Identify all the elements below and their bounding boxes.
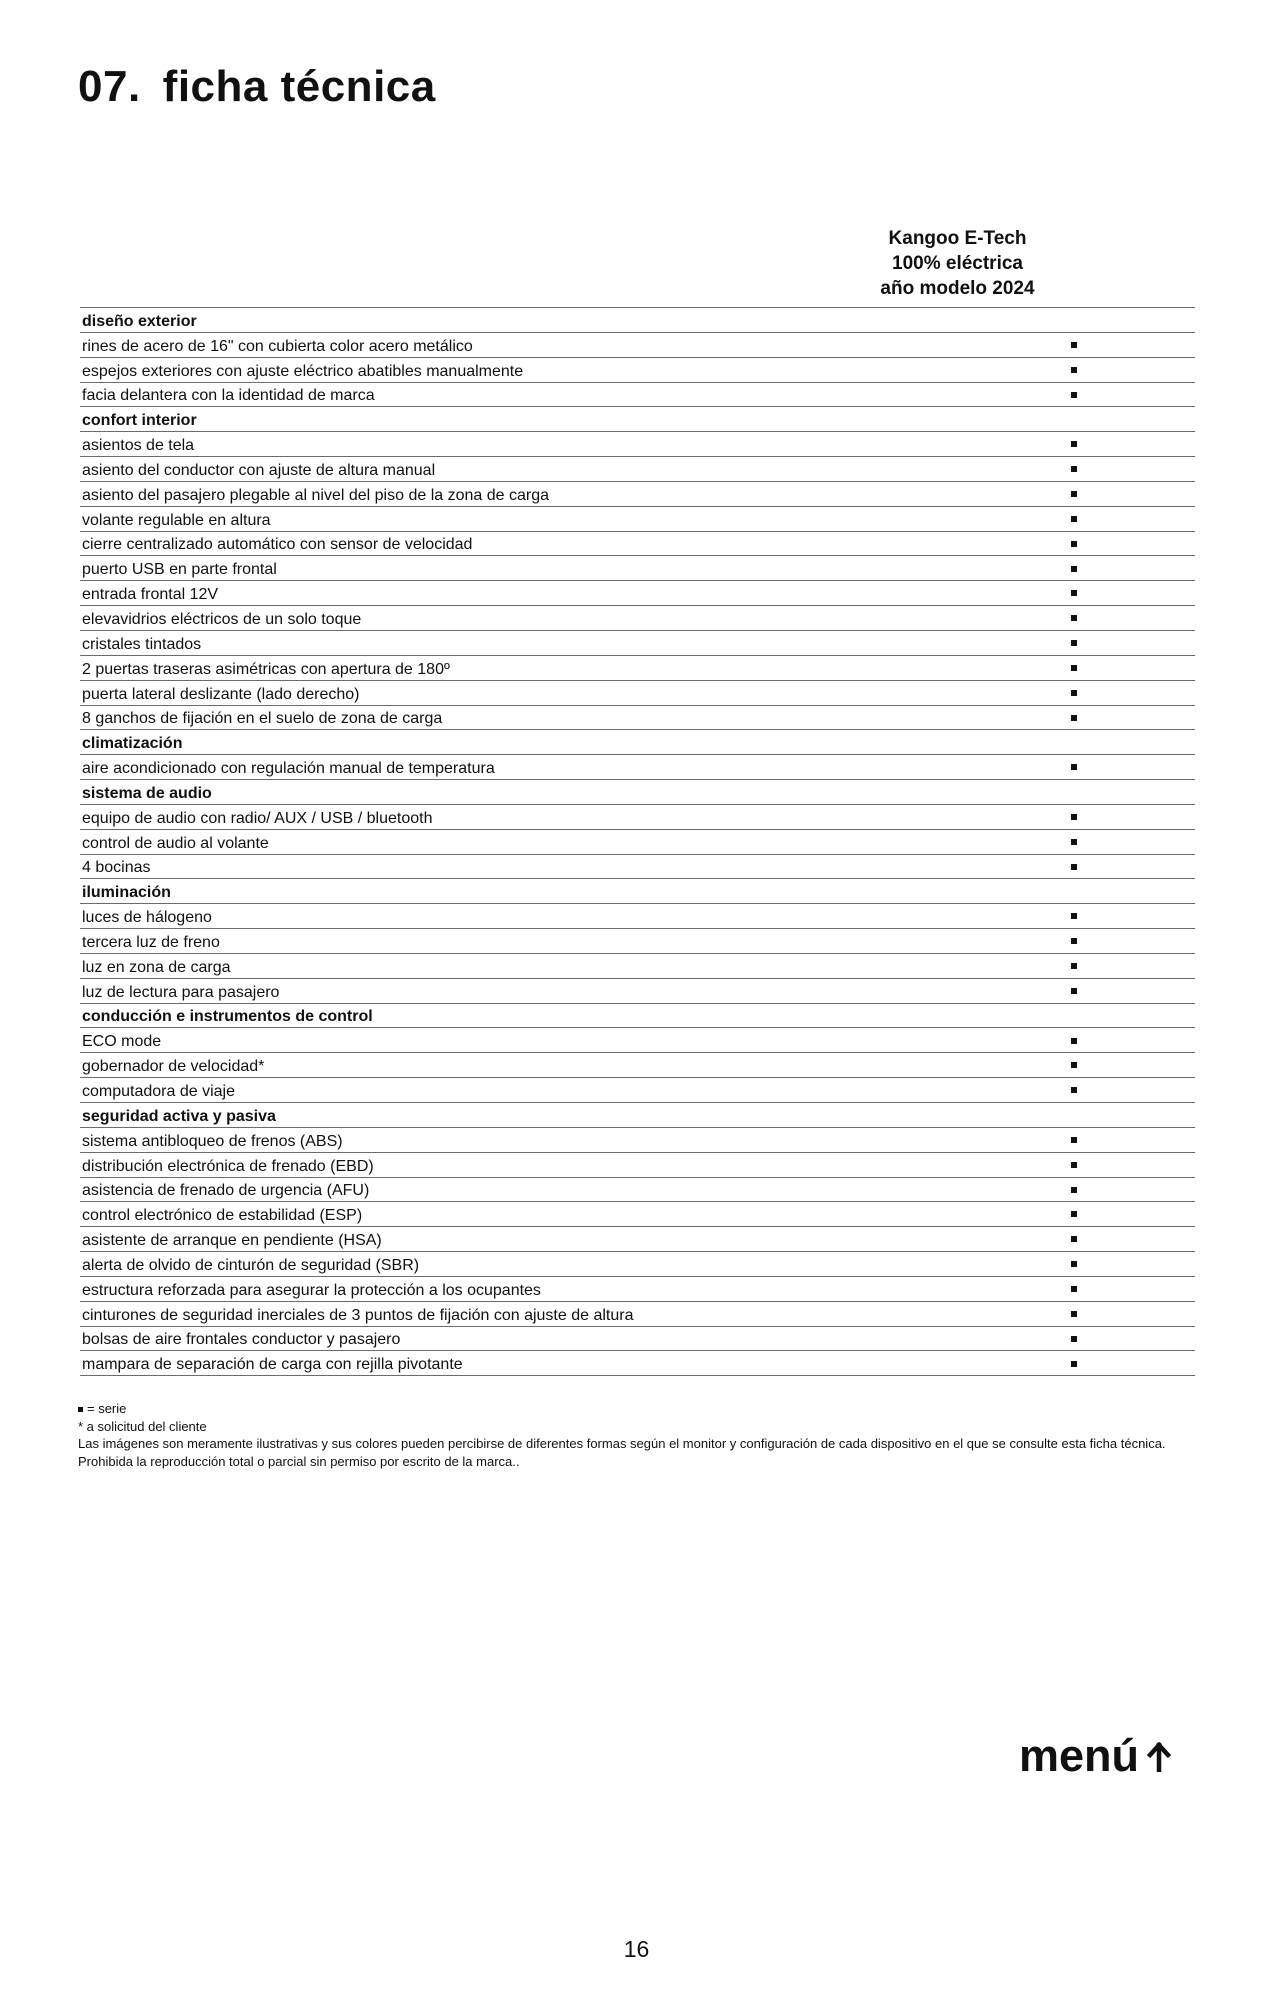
standard-square-icon bbox=[1071, 1336, 1077, 1342]
table-row bbox=[80, 531, 1195, 556]
standard-square-icon bbox=[1071, 1062, 1077, 1068]
feature-label: distribución electrónica de frenado (EBD) bbox=[80, 1152, 952, 1177]
availability-cell bbox=[952, 531, 1195, 556]
feature-label: bolsas de aire frontales conductor y pasajero bbox=[80, 1326, 952, 1351]
table-row bbox=[80, 829, 1195, 854]
standard-square-icon bbox=[1071, 665, 1077, 671]
table-row bbox=[80, 1252, 1195, 1277]
feature-label: aire acondicionado con regulación manual de temperatura bbox=[80, 755, 952, 780]
feature-label: asiento del pasajero plegable al nivel del piso de la zona de carga bbox=[80, 481, 952, 506]
table-row bbox=[80, 1053, 1195, 1078]
feature-label: estructura reforzada para asegurar la protección a los ocupantes bbox=[80, 1276, 952, 1301]
table-row bbox=[80, 705, 1195, 730]
column-header-variant: 100% eléctrica bbox=[892, 253, 1023, 274]
table-row bbox=[80, 606, 1195, 631]
feature-label: alerta de olvido de cinturón de seguridad (SBR) bbox=[80, 1252, 952, 1277]
availability-cell bbox=[952, 432, 1195, 457]
standard-square-icon bbox=[1071, 864, 1077, 870]
availability-cell bbox=[952, 730, 1195, 755]
standard-square-icon bbox=[1071, 913, 1077, 919]
table-row bbox=[80, 854, 1195, 879]
feature-label: gobernador de velocidad* bbox=[80, 1053, 952, 1078]
column-header-year: año modelo 2024 bbox=[880, 278, 1035, 299]
feature-label: asistente de arranque en pendiente (HSA) bbox=[80, 1227, 952, 1252]
table-row bbox=[80, 432, 1195, 457]
disclaimer: Las imágenes son meramente ilustrativas y sus colores pueden percibirse de diferentes formas según el monitor y configuración de cada dispositivo en el que se consulte esta ficha técnica. Prohibida la reproducción total o parcial sin permiso por escrito de la marca.. bbox=[78, 1436, 1166, 1469]
standard-square-icon bbox=[1071, 963, 1077, 969]
standard-square-icon bbox=[1071, 590, 1077, 596]
section-heading: climatización bbox=[80, 730, 952, 755]
availability-cell bbox=[952, 506, 1195, 531]
availability-cell bbox=[952, 481, 1195, 506]
table-row bbox=[80, 953, 1195, 978]
availability-cell bbox=[952, 606, 1195, 631]
availability-cell bbox=[952, 407, 1195, 432]
standard-square-icon bbox=[1071, 715, 1077, 721]
feature-label: elevavidrios eléctricos de un solo toque bbox=[80, 606, 952, 631]
standard-square-icon bbox=[1071, 1261, 1077, 1267]
menu-label: menú bbox=[1019, 1730, 1140, 1781]
table-row bbox=[80, 1301, 1195, 1326]
feature-label: equipo de audio con radio/ AUX / USB / bluetooth bbox=[80, 804, 952, 829]
feature-label: computadora de viaje bbox=[80, 1078, 952, 1103]
availability-cell bbox=[952, 382, 1195, 407]
table-row bbox=[80, 382, 1195, 407]
feature-label: luces de hálogeno bbox=[80, 904, 952, 929]
availability-cell bbox=[952, 705, 1195, 730]
section-row bbox=[80, 730, 1195, 755]
availability-cell bbox=[952, 929, 1195, 954]
availability-cell bbox=[952, 1053, 1195, 1078]
table-row bbox=[80, 1351, 1195, 1376]
feature-label: puerta lateral deslizante (lado derecho) bbox=[80, 680, 952, 705]
section-heading: diseño exterior bbox=[80, 308, 952, 333]
section-row bbox=[80, 1103, 1195, 1128]
table-row bbox=[80, 1127, 1195, 1152]
section-heading: iluminación bbox=[80, 879, 952, 904]
table-row bbox=[80, 332, 1195, 357]
availability-cell bbox=[952, 680, 1195, 705]
standard-square-icon bbox=[78, 1407, 83, 1412]
standard-square-icon bbox=[1071, 466, 1077, 472]
table-row bbox=[80, 581, 1195, 606]
availability-cell bbox=[952, 1326, 1195, 1351]
section-row bbox=[80, 879, 1195, 904]
feature-label: cinturones de seguridad inerciales de 3 puntos de fijación con ajuste de altura bbox=[80, 1301, 952, 1326]
standard-square-icon bbox=[1071, 1236, 1077, 1242]
section-title: ficha técnica bbox=[162, 62, 436, 111]
table-row bbox=[80, 1276, 1195, 1301]
section-heading: sistema de audio bbox=[80, 780, 952, 805]
availability-cell bbox=[952, 1152, 1195, 1177]
availability-cell bbox=[952, 780, 1195, 805]
feature-label: asistencia de frenado de urgencia (AFU) bbox=[80, 1177, 952, 1202]
feature-label: asientos de tela bbox=[80, 432, 952, 457]
standard-square-icon bbox=[1071, 1211, 1077, 1217]
column-header-model: Kangoo E-Tech bbox=[888, 228, 1027, 249]
table-row bbox=[80, 1078, 1195, 1103]
standard-square-icon bbox=[1071, 938, 1077, 944]
availability-cell bbox=[952, 755, 1195, 780]
feature-label: rines de acero de 16" con cubierta color acero metálico bbox=[80, 332, 952, 357]
table-row bbox=[80, 929, 1195, 954]
feature-label: 2 puertas traseras asimétricas con apertura de 180º bbox=[80, 655, 952, 680]
standard-square-icon bbox=[1071, 814, 1077, 820]
availability-cell bbox=[952, 1003, 1195, 1028]
feature-label: facia delantera con la identidad de marca bbox=[80, 382, 952, 407]
availability-cell bbox=[952, 556, 1195, 581]
availability-cell bbox=[952, 308, 1195, 333]
availability-cell bbox=[952, 978, 1195, 1003]
table-row bbox=[80, 630, 1195, 655]
standard-square-icon bbox=[1071, 839, 1077, 845]
availability-cell bbox=[952, 357, 1195, 382]
feature-label: ECO mode bbox=[80, 1028, 952, 1053]
availability-cell bbox=[952, 904, 1195, 929]
feature-label: puerto USB en parte frontal bbox=[80, 556, 952, 581]
table-row bbox=[80, 1202, 1195, 1227]
availability-cell bbox=[952, 1078, 1195, 1103]
legend-serie-text: = serie bbox=[87, 1401, 127, 1416]
feature-label: mampara de separación de carga con rejilla pivotante bbox=[80, 1351, 952, 1376]
standard-square-icon bbox=[1071, 1038, 1077, 1044]
availability-cell bbox=[952, 1177, 1195, 1202]
standard-square-icon bbox=[1071, 1286, 1077, 1292]
feature-label: tercera luz de freno bbox=[80, 929, 952, 954]
standard-square-icon bbox=[1071, 1311, 1077, 1317]
availability-cell bbox=[952, 1103, 1195, 1128]
availability-cell bbox=[952, 1301, 1195, 1326]
standard-square-icon bbox=[1071, 1187, 1077, 1193]
feature-label: volante regulable en altura bbox=[80, 506, 952, 531]
standard-square-icon bbox=[1071, 1361, 1077, 1367]
feature-label: cristales tintados bbox=[80, 630, 952, 655]
availability-cell bbox=[952, 1252, 1195, 1277]
table-row bbox=[80, 457, 1195, 482]
availability-cell bbox=[952, 332, 1195, 357]
standard-square-icon bbox=[1071, 615, 1077, 621]
standard-square-icon bbox=[1071, 516, 1077, 522]
feature-label: cierre centralizado automático con sensor de velocidad bbox=[80, 531, 952, 556]
availability-cell bbox=[952, 1276, 1195, 1301]
standard-square-icon bbox=[1071, 1162, 1077, 1168]
feature-label: control de audio al volante bbox=[80, 829, 952, 854]
availability-cell bbox=[952, 630, 1195, 655]
footnotes bbox=[78, 1400, 1198, 1470]
section-heading: seguridad activa y pasiva bbox=[80, 1103, 952, 1128]
table-row bbox=[80, 1152, 1195, 1177]
arrow-up-icon bbox=[1147, 1742, 1171, 1772]
feature-label: espejos exteriores con ajuste eléctrico abatibles manualmente bbox=[80, 357, 952, 382]
standard-square-icon bbox=[1071, 1137, 1077, 1143]
table-row bbox=[80, 481, 1195, 506]
menu-link[interactable] bbox=[1019, 1730, 1171, 1782]
standard-square-icon bbox=[1071, 541, 1077, 547]
table-row bbox=[80, 804, 1195, 829]
availability-cell bbox=[952, 1028, 1195, 1053]
feature-label: luz en zona de carga bbox=[80, 953, 952, 978]
page-title bbox=[78, 62, 436, 112]
feature-label: 4 bocinas bbox=[80, 854, 952, 879]
section-heading: conducción e instrumentos de control bbox=[80, 1003, 952, 1028]
availability-cell bbox=[952, 1351, 1195, 1376]
table-row bbox=[80, 556, 1195, 581]
table-row bbox=[80, 506, 1195, 531]
table-row bbox=[80, 357, 1195, 382]
table-row bbox=[80, 1326, 1195, 1351]
page-number: 16 bbox=[623, 1936, 650, 1962]
standard-square-icon bbox=[1071, 764, 1077, 770]
standard-square-icon bbox=[1071, 1087, 1077, 1093]
section-row bbox=[80, 308, 1195, 333]
standard-square-icon bbox=[1071, 566, 1077, 572]
feature-label: 8 ganchos de fijación en el suelo de zona de carga bbox=[80, 705, 952, 730]
availability-cell bbox=[952, 1227, 1195, 1252]
availability-cell bbox=[952, 829, 1195, 854]
standard-square-icon bbox=[1071, 640, 1077, 646]
standard-square-icon bbox=[1071, 367, 1077, 373]
table-row bbox=[80, 1227, 1195, 1252]
availability-cell bbox=[952, 1202, 1195, 1227]
standard-square-icon bbox=[1071, 690, 1077, 696]
feature-label: control electrónico de estabilidad (ESP) bbox=[80, 1202, 952, 1227]
spec-table bbox=[80, 307, 1195, 1376]
availability-cell bbox=[952, 1127, 1195, 1152]
availability-cell bbox=[952, 655, 1195, 680]
standard-square-icon bbox=[1071, 988, 1077, 994]
feature-label: luz de lectura para pasajero bbox=[80, 978, 952, 1003]
feature-label: entrada frontal 12V bbox=[80, 581, 952, 606]
section-heading: confort interior bbox=[80, 407, 952, 432]
standard-square-icon bbox=[1071, 392, 1077, 398]
availability-cell bbox=[952, 457, 1195, 482]
standard-square-icon bbox=[1071, 342, 1077, 348]
feature-label: sistema antibloqueo de frenos (ABS) bbox=[80, 1127, 952, 1152]
availability-cell bbox=[952, 953, 1195, 978]
legend-serie bbox=[78, 1400, 1198, 1418]
table-row bbox=[80, 680, 1195, 705]
legend-request: * a solicitud del cliente bbox=[78, 1418, 207, 1434]
feature-label: asiento del conductor con ajuste de altura manual bbox=[80, 457, 952, 482]
standard-square-icon bbox=[1071, 491, 1077, 497]
section-number: 07. bbox=[78, 62, 141, 111]
table-row bbox=[80, 978, 1195, 1003]
column-header bbox=[840, 226, 1075, 301]
section-row bbox=[80, 407, 1195, 432]
table-row bbox=[80, 1028, 1195, 1053]
table-row bbox=[80, 904, 1195, 929]
standard-square-icon bbox=[1071, 441, 1077, 447]
availability-cell bbox=[952, 581, 1195, 606]
availability-cell bbox=[952, 854, 1195, 879]
spec-table-body bbox=[80, 308, 1195, 1376]
section-row bbox=[80, 1003, 1195, 1028]
table-row bbox=[80, 655, 1195, 680]
availability-cell bbox=[952, 879, 1195, 904]
availability-cell bbox=[952, 804, 1195, 829]
table-row bbox=[80, 755, 1195, 780]
section-row bbox=[80, 780, 1195, 805]
table-row bbox=[80, 1177, 1195, 1202]
